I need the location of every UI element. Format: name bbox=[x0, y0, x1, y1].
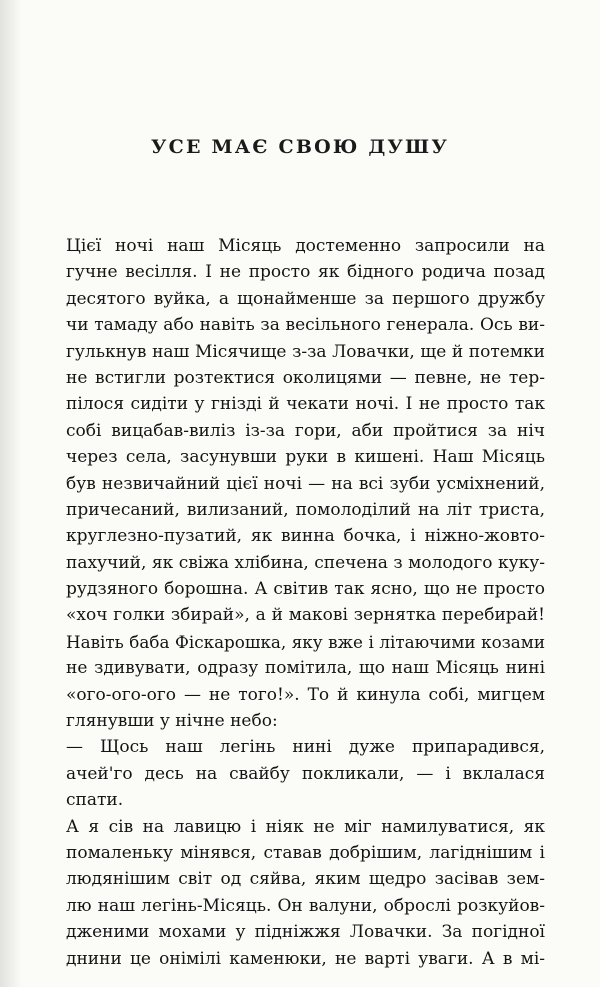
text-line: був незвичайний цієї ночі — на всі зуби усміхнений, bbox=[66, 473, 545, 494]
text-line: не здивувати, одразу помітила, що наш Місяць нині bbox=[66, 658, 545, 679]
text-line: ачей'го десь на свайбу покликали, — і вклалася bbox=[66, 763, 545, 784]
text-line: причесаний, вилизаний, помолоділий на літ триста, bbox=[66, 499, 545, 520]
text-line: гулькнув наш Місячище з-за Ловачки, ще й потемки bbox=[66, 341, 545, 362]
text-line: Цієї ночі наш Місяць достеменно запросили на bbox=[66, 236, 545, 256]
text-line: пілося сидіти у гнізді й чекати ночі. І не просто так bbox=[66, 394, 545, 415]
text-line: Навіть баба Фіскарошка, яку вже і літаючими козами bbox=[66, 631, 545, 652]
text-line: помаленьку мінявся, ставав добрішим, лагіднішим і bbox=[66, 842, 545, 863]
text-line: десятого вуйка, а щонайменше за першого дружбу bbox=[66, 288, 545, 309]
text-line: не встигли розтектися околицями — певне, не тер- bbox=[66, 367, 545, 388]
text-line: глянувши у нічне небо: bbox=[66, 711, 278, 732]
text-line: рудзяного борошна. А світив так ясно, що не просто bbox=[66, 579, 545, 600]
text-line: гучне весілля. І не просто як бідного родича позад bbox=[66, 262, 545, 283]
text-line: лю наш легінь-Місяць. Он валуни, оброслі розкуйов- bbox=[66, 895, 545, 916]
text-line: спати. bbox=[66, 790, 124, 811]
text-line: А я сів на лавицю і ніяк не міг намилуватися, як bbox=[66, 816, 545, 837]
text-line: «ого-ого-ого — не того!». То й кинула собі, мигцем bbox=[66, 684, 545, 705]
chapter-body bbox=[66, 233, 545, 972]
text-line: — Щось наш легінь нині дуже припарадився, bbox=[66, 737, 545, 758]
text-line: «хоч голки збирай», а й макові зернятка перебирай! bbox=[66, 605, 545, 626]
text-line: собі вицабав-виліз із-за гори, аби пройтися за ніч bbox=[66, 420, 545, 441]
text-line: пахучий, як свіжа хлібина, спечена з молодого куку- bbox=[66, 552, 545, 573]
text-line: круглезно-пузатий, як винна бочка, і ніжно-жовто- bbox=[66, 526, 545, 547]
chapter-title: УСЕ МАЄ СВОЮ ДУШУ bbox=[151, 136, 449, 158]
text-line: чи тамаду або навіть за весільного генерала. Ось ви- bbox=[66, 315, 545, 336]
text-line: дженими мохами у підніжжя Ловачки. За погідної bbox=[66, 922, 545, 943]
text-line: людянішим світ од сяйва, яким щедро засівав зем- bbox=[66, 869, 545, 890]
text-line: днини це онімілі каменюки, не варті уваги. А в мі- bbox=[66, 948, 545, 969]
text-line: через села, засунувши руки в кишені. Наш Місяць bbox=[66, 447, 545, 468]
